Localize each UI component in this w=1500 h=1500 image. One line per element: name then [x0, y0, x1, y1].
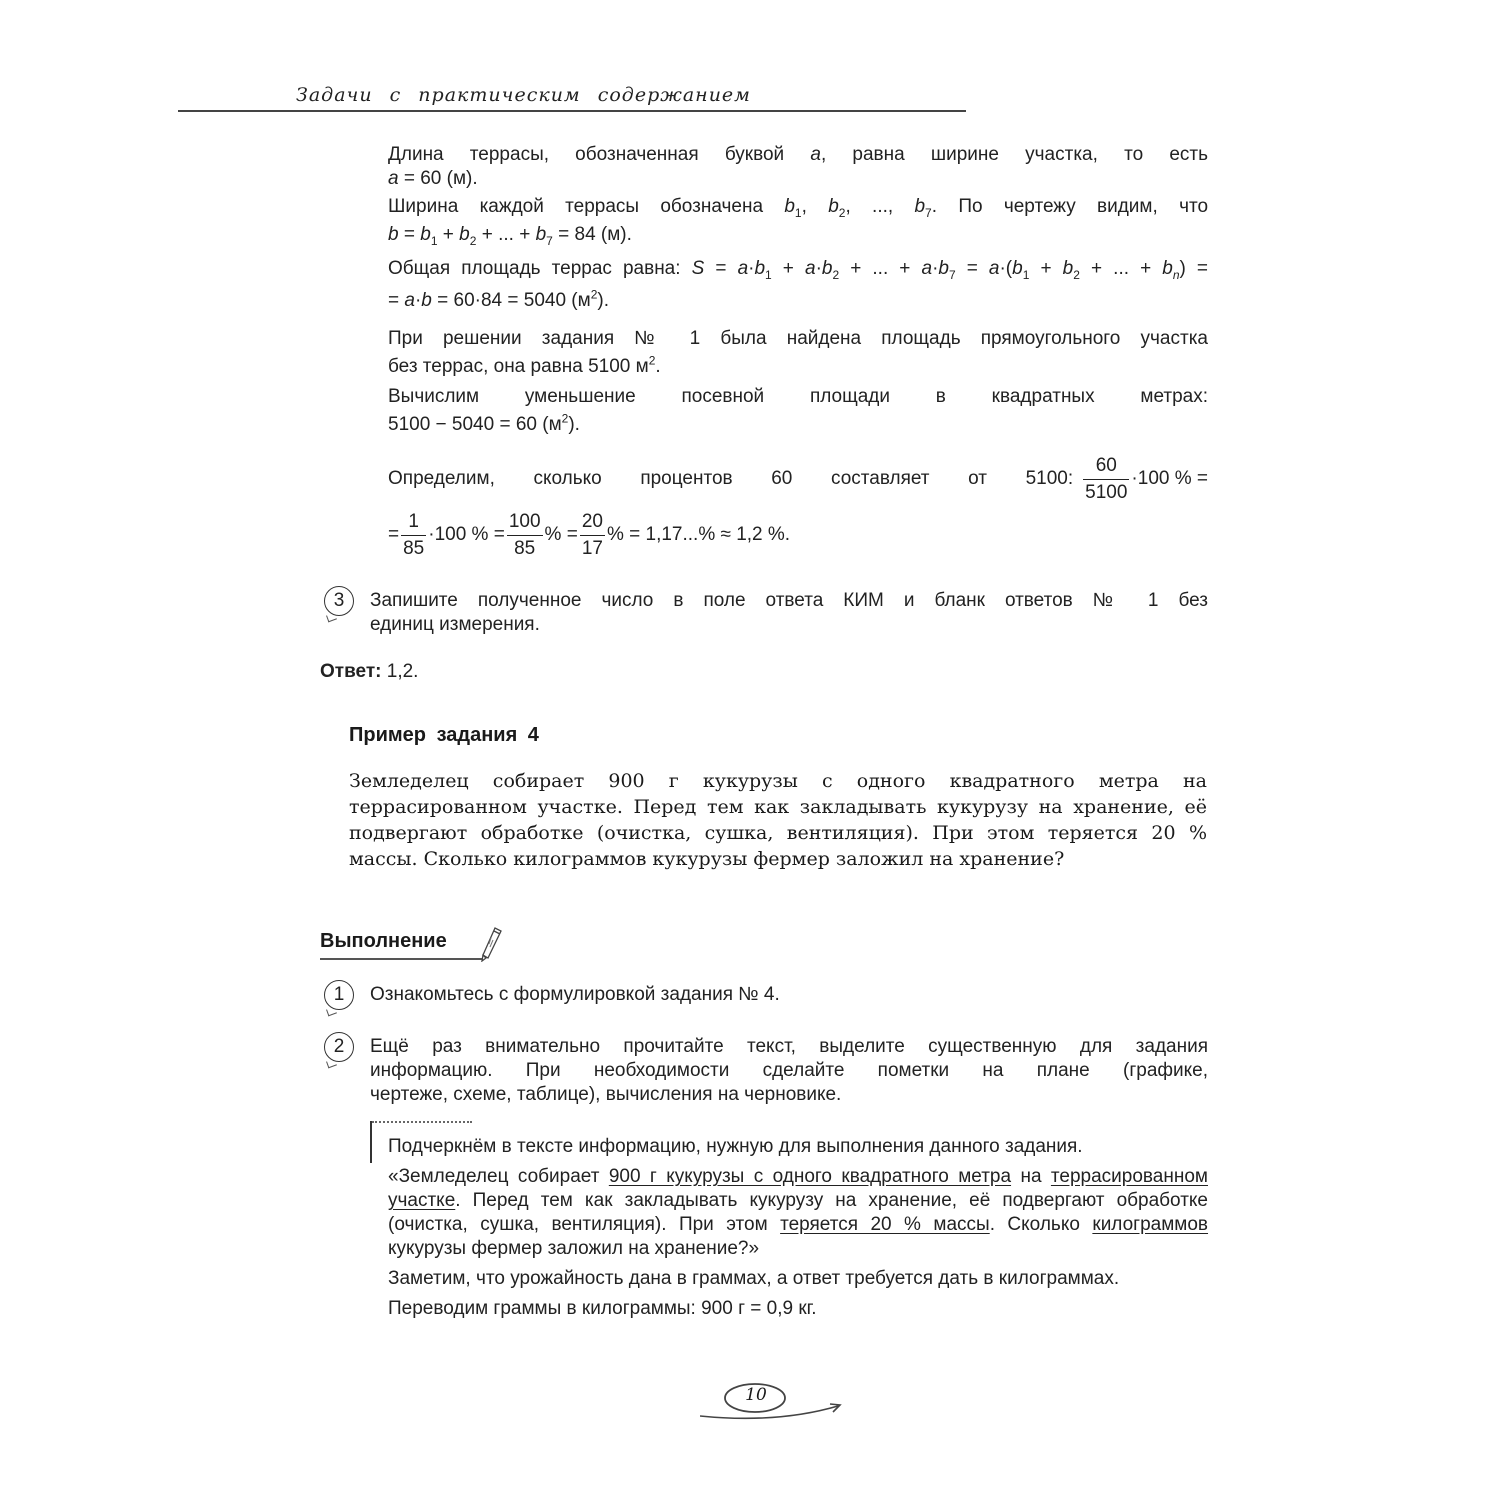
box-convert: Переводим граммы в килограммы: 900 г = 0,9 кг.	[388, 1298, 817, 1319]
total-area-label: Общая площадь террас равна:	[388, 258, 681, 279]
fraction-denominator: 5100	[1085, 481, 1128, 503]
decrease-line2: 5100 − 5040 = 60 $(м^2)$.	[388, 411, 580, 435]
fraction-60-5100	[1083, 453, 1129, 506]
execution-title: Выполнение	[320, 930, 447, 952]
var-a: a	[810, 144, 821, 165]
fraction-numerator: 60	[1083, 453, 1129, 480]
terrace-length-value	[388, 167, 1208, 195]
fraction-20-17	[580, 509, 605, 562]
step-3-text	[370, 589, 1208, 637]
quote-text: . Перед тем как закладывать кукурузу на хранение, её подвергают обработке (очистка, сушка, вентиляция). При этом	[388, 1190, 1208, 1235]
fraction-numerator: 20	[580, 509, 605, 536]
prior-area-line2: без террас, она равна 5100 $м^2$.	[388, 353, 661, 377]
fraction-denominator: 85	[514, 537, 536, 559]
step-3-line2: единиц измерения.	[370, 614, 540, 635]
fraction-tail: ·100 % =	[428, 524, 505, 545]
a-equals-60: a = 60 (м).	[388, 168, 478, 189]
box-bracket-vertical	[370, 1121, 372, 1163]
prior-area-line1: При решении задания № 1 была найдена площадь прямоугольного участка	[388, 328, 1208, 349]
quote-underlined: килограммов	[1092, 1214, 1209, 1235]
step-2-text	[370, 1035, 1208, 1107]
page-number: 10	[745, 1385, 767, 1405]
answer-line	[320, 660, 418, 684]
terrace-length-text: Длина террасы, обозначенная буквой	[388, 144, 785, 165]
box-intro: Подчеркнём в тексте информацию, нужную для выполнения данного задания.	[388, 1136, 1083, 1157]
percent-label: Определим, сколько процентов 60 составляет от 5100:	[388, 468, 1074, 489]
header-rule	[178, 110, 966, 112]
highlight-box	[388, 1135, 1208, 1321]
step-2-badge: 2	[324, 1032, 354, 1062]
step-2-line1: Ещё раз внимательно прочитайте текст, выделите существенную для задания	[370, 1036, 1208, 1057]
step-1-badge: 1	[324, 980, 354, 1010]
total-area-result: = a·b = 60·84 = 5040 $(м^2)$.	[388, 287, 609, 311]
quote-text: на	[1011, 1166, 1051, 1187]
answer-value: 1,2.	[386, 661, 419, 682]
answer-label: Ответ:	[320, 661, 382, 682]
quote-underlined: теряется 20 % массы	[780, 1214, 990, 1235]
percent-line	[388, 451, 1208, 507]
fraction-tail: % = 1,17...% ≈ 1,2 %.	[606, 524, 791, 545]
step-3-badge: 3	[324, 586, 354, 616]
quote-text: кукурузы фермер заложил на хранение?»	[388, 1238, 760, 1259]
percent-tail: ·100 % =	[1131, 468, 1208, 489]
box-quote	[388, 1165, 1208, 1261]
fraction-numerator: 100	[507, 509, 543, 536]
terrace-width-sum: $b = b_1 + b_2$ + ... + $b_7 = 84$ (м).	[388, 224, 632, 248]
page-header-title: Задачи с практическим содержанием	[296, 84, 751, 106]
pencil-icon	[478, 922, 504, 967]
terrace-length-line	[388, 143, 1208, 167]
fraction-100-85	[507, 509, 543, 562]
total-area-line: Общая площадь террас равна: $S = a\cdot b_1 + a\cdot b_2$ + ... + $a\cdot b_7 = a\cdot(b_1 + b_2$ + ... + $b_n$) =	[388, 258, 1209, 282]
quote-text: «Земледелец собирает	[388, 1166, 609, 1187]
terrace-width-line: Ширина каждой террасы обозначена $b_1$, $b_2$, ..., $b_7$. По чертежу видим, что	[388, 196, 1209, 220]
box-bracket-horizontal	[372, 1121, 472, 1123]
step-3-line1: Запишите полученное число в поле ответа КИМ и бланк ответов № 1 без	[370, 590, 1208, 611]
step-2-line3: чертеже, схеме, таблице), вычисления на черновике.	[370, 1084, 842, 1105]
fraction-tail: % =	[544, 524, 578, 545]
quote-underlined: террасированном участке	[388, 1166, 1208, 1211]
example-text: Земледелец собирает 900 г кукурузы с одного квадратного метра на террасированном участке. Перед тем как закладывать кукурузу на хранение, её подвергают обработке (очистка, сушка, вентиляция). При этом теряется 20 % массы. Сколько килограммов кукурузы фермер заложил на хранение?	[349, 770, 1207, 870]
terrace-length-text-end: , равна ширине участка, то есть	[820, 144, 1208, 165]
fraction-1-85	[401, 509, 426, 562]
quote-underlined: 900 г кукурузы с одного квадратного метра	[608, 1166, 1012, 1187]
decrease-line1: Вычислим уменьшение посевной площади в квадратных метрах:	[388, 386, 1208, 407]
quote-text: . Сколько	[989, 1214, 1093, 1235]
solution-block	[388, 143, 1208, 563]
execution-underline	[320, 958, 482, 960]
fraction-denominator: 17	[581, 537, 603, 559]
box-note: Заметим, что урожайность дана в граммах, а ответ требуется дать в килограммах.	[388, 1268, 1120, 1289]
fraction-denominator: 85	[403, 537, 425, 559]
eq-start: =	[388, 524, 400, 545]
step-1-text: Ознакомьтесь с формулировкой задания № 4.	[370, 984, 780, 1005]
fraction-numerator: 1	[401, 509, 426, 536]
step-2-line2: информацию. При необходимости сделайте пометки на плане (графике,	[370, 1060, 1208, 1081]
percent-result-line	[388, 507, 1208, 563]
example-title: Пример задания 4	[349, 724, 539, 746]
